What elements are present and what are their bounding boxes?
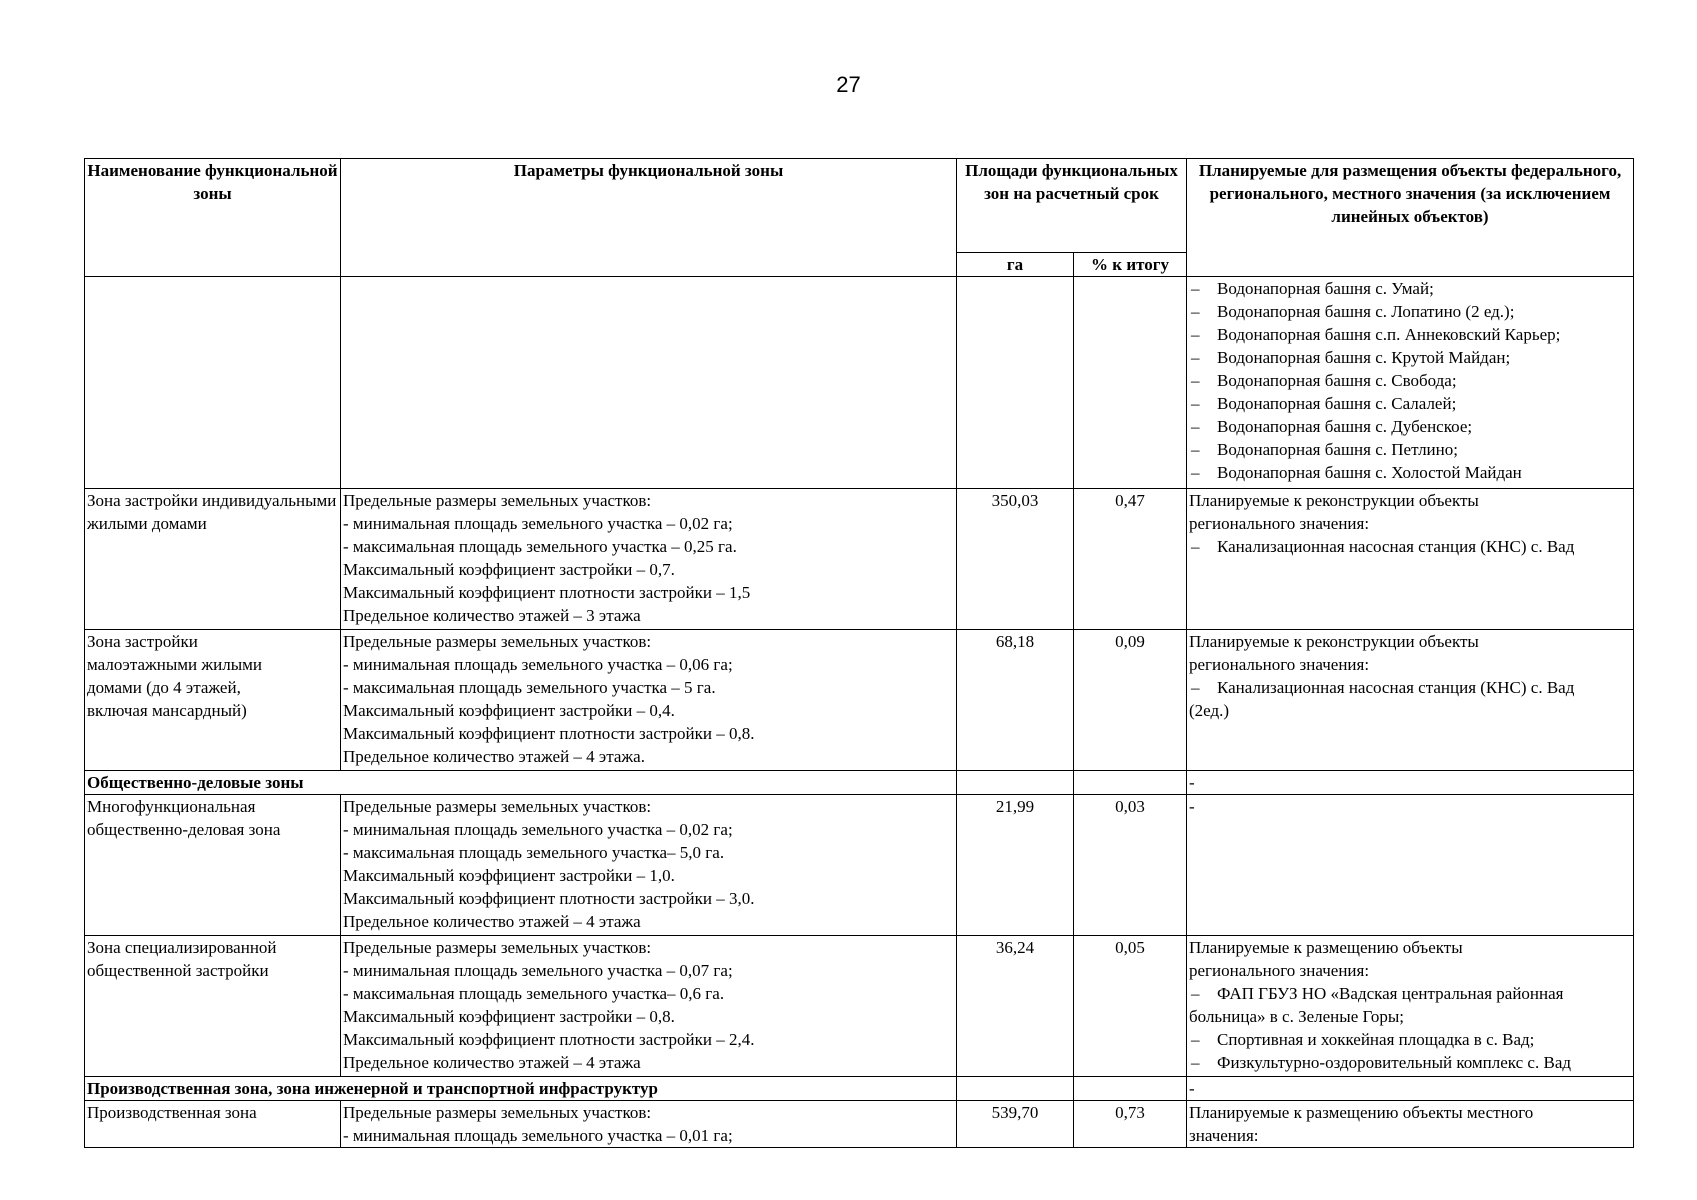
param-line: Максимальный коэффициент застройки – 1,0.: [343, 866, 675, 885]
object-item-continuation: больница» в с. Зеленые Горы;: [1189, 1007, 1404, 1026]
cell-area-ha: 350,03: [957, 489, 1074, 630]
zone-name-line: Многофункциональная: [87, 797, 256, 816]
cell-objects: [1187, 1101, 1634, 1148]
cell-area-pct: [1074, 1077, 1187, 1101]
table-row-lowrise-housing: [85, 630, 1634, 771]
functional-zones-table: [84, 158, 1634, 1148]
param-line: Максимальный коэффициент застройки – 0,8.: [343, 1007, 675, 1026]
zone-name-line: включая мансардный): [87, 701, 247, 720]
zone-name-line: Зона застройки: [87, 632, 198, 651]
cell-area-pct: 0,47: [1074, 489, 1187, 630]
cell-objects: [1187, 277, 1634, 489]
cell-zone-name: Зона застройки индивидуальными жилыми домами: [85, 489, 341, 630]
object-item: – Канализационная насосная станция (КНС) с. Вад: [1189, 535, 1631, 558]
cell-params: [341, 936, 957, 1077]
object-item: – Водонапорная башня с. Холостой Майдан: [1189, 461, 1631, 484]
table-section-public: [85, 771, 1634, 795]
param-line: Предельные размеры земельных участков:: [343, 491, 652, 510]
object-item: – Водонапорная башня с. Умай;: [1189, 277, 1631, 300]
cell-area-ha: [957, 771, 1074, 795]
section-title: Производственная зона, зона инженерной и транспортной инфраструктур: [85, 1077, 957, 1101]
param-line: - максимальная площадь земельного участка – 0,25 га.: [343, 537, 737, 556]
objects-intro: регионального значения:: [1189, 514, 1370, 533]
cell-objects: -: [1187, 771, 1634, 795]
cell-params: [341, 630, 957, 771]
zone-name-line: домами (до 4 этажей,: [87, 678, 241, 697]
cell-area-ha: [957, 1077, 1074, 1101]
param-line: Предельные размеры земельных участков:: [343, 938, 652, 957]
param-line: - максимальная площадь земельного участка– 5,0 га.: [343, 843, 725, 862]
zone-name-line: общественно-деловая зона: [87, 820, 281, 839]
param-line: Максимальный коэффициент плотности застройки – 1,5: [343, 583, 751, 602]
object-item: – Спортивная и хоккейная площадка в с. Вад;: [1189, 1028, 1631, 1051]
objects-intro: значения:: [1189, 1126, 1259, 1145]
cell-zone-name: [85, 936, 341, 1077]
object-item-continuation: (2ед.): [1189, 701, 1230, 720]
objects-intro: Планируемые к размещению объекты местного: [1189, 1103, 1534, 1122]
object-item: – Физкультурно-оздоровительный комплекс с. Вад: [1189, 1051, 1631, 1074]
objects-intro: регионального значения:: [1189, 655, 1370, 674]
objects-intro: Планируемые к реконструкции объекты: [1189, 632, 1479, 651]
cell-params: [341, 795, 957, 936]
cell-area-pct: 0,03: [1074, 795, 1187, 936]
object-item: – Водонапорная башня с.п. Аннековский Карьер;: [1189, 323, 1631, 346]
param-line: Предельные размеры земельных участков:: [343, 632, 652, 651]
table-row-continuation: [85, 277, 1634, 489]
cell-area-ha: 68,18: [957, 630, 1074, 771]
param-line: - максимальная площадь земельного участка – 5 га.: [343, 678, 716, 697]
cell-params: [341, 1101, 957, 1148]
param-line: Максимальный коэффициент плотности застройки – 3,0.: [343, 889, 755, 908]
param-line: Максимальный коэффициент плотности застройки – 0,8.: [343, 724, 755, 743]
cell-zone-name: [85, 795, 341, 936]
object-item: – Водонапорная башня с. Крутой Майдан;: [1189, 346, 1631, 369]
cell-objects: [1187, 936, 1634, 1077]
cell-area-ha: 36,24: [957, 936, 1074, 1077]
section-title: Общественно-деловые зоны: [85, 771, 957, 795]
table-row-industrial: [85, 1101, 1634, 1148]
object-item: – Водонапорная башня с. Лопатино (2 ед.);: [1189, 300, 1631, 323]
cell-params: [341, 277, 957, 489]
table-row-multifunctional: [85, 795, 1634, 936]
header-objects: Планируемые для размещения объекты федерального, регионального, местного значения (за исключением линейных объектов): [1187, 159, 1634, 277]
param-line: Максимальный коэффициент застройки – 0,7.: [343, 560, 675, 579]
cell-area-ha: 539,70: [957, 1101, 1074, 1148]
table-row-individual-housing: [85, 489, 1634, 630]
param-line: - минимальная площадь земельного участка – 0,06 га;: [343, 655, 733, 674]
cell-zone-name: Производственная зона: [85, 1101, 341, 1148]
header-area-ha: га: [957, 253, 1074, 277]
object-item: – ФАП ГБУЗ НО «Вадская центральная районная: [1189, 982, 1631, 1005]
cell-objects: -: [1187, 795, 1634, 936]
table-section-industrial: [85, 1077, 1634, 1101]
param-line: - минимальная площадь земельного участка – 0,02 га;: [343, 514, 733, 533]
header-zone-name: Наименование функциональной зоны: [85, 159, 341, 277]
object-item: – Водонапорная башня с. Дубенское;: [1189, 415, 1631, 438]
object-item: – Водонапорная башня с. Салалей;: [1189, 392, 1631, 415]
cell-area-pct: 0,73: [1074, 1101, 1187, 1148]
param-line: Максимальный коэффициент застройки – 0,4.: [343, 701, 675, 720]
object-item: – Канализационная насосная станция (КНС) с. Вад: [1189, 676, 1631, 699]
object-item: – Водонапорная башня с. Свобода;: [1189, 369, 1631, 392]
page-number: 27: [836, 72, 861, 97]
param-line: - максимальная площадь земельного участка– 0,6 га.: [343, 984, 725, 1003]
object-item: – Водонапорная башня с. Петлино;: [1189, 438, 1631, 461]
zone-name-line: Зона специализированной: [87, 938, 277, 957]
param-line: Предельное количество этажей – 4 этажа: [343, 1053, 641, 1072]
zone-name-line: общественной застройки: [87, 961, 269, 980]
objects-intro: Планируемые к реконструкции объекты: [1189, 491, 1479, 510]
cell-objects: [1187, 630, 1634, 771]
table-row-specialized-public: [85, 936, 1634, 1077]
header-row: [85, 159, 1634, 253]
cell-area-ha: 21,99: [957, 795, 1074, 936]
cell-zone-name: [85, 277, 341, 489]
param-line: Предельные размеры земельных участков:: [343, 1103, 652, 1122]
objects-intro: регионального значения:: [1189, 961, 1370, 980]
param-line: Предельное количество этажей – 4 этажа: [343, 912, 641, 931]
cell-params: [341, 489, 957, 630]
param-line: Предельные размеры земельных участков:: [343, 797, 652, 816]
header-area: Площади функциональных зон на расчетный срок: [957, 159, 1187, 253]
header-area-pct: % к итогу: [1074, 253, 1187, 277]
cell-area-pct: [1074, 771, 1187, 795]
cell-area-ha: [957, 277, 1074, 489]
param-line: - минимальная площадь земельного участка – 0,07 га;: [343, 961, 733, 980]
cell-objects: [1187, 489, 1634, 630]
param-line: Предельное количество этажей – 4 этажа.: [343, 747, 645, 766]
cell-area-pct: 0,05: [1074, 936, 1187, 1077]
param-line: Максимальный коэффициент плотности застройки – 2,4.: [343, 1030, 755, 1049]
cell-area-pct: 0,09: [1074, 630, 1187, 771]
param-line: - минимальная площадь земельного участка – 0,02 га;: [343, 820, 733, 839]
cell-area-pct: [1074, 277, 1187, 489]
objects-intro: Планируемые к размещению объекты: [1189, 938, 1463, 957]
param-line: Предельное количество этажей – 3 этажа: [343, 606, 641, 625]
cell-zone-name: [85, 630, 341, 771]
cell-objects: -: [1187, 1077, 1634, 1101]
param-line: - минимальная площадь земельного участка – 0,01 га;: [343, 1126, 733, 1145]
header-params: Параметры функциональной зоны: [341, 159, 957, 277]
zone-name-line: малоэтажными жилыми: [87, 655, 262, 674]
